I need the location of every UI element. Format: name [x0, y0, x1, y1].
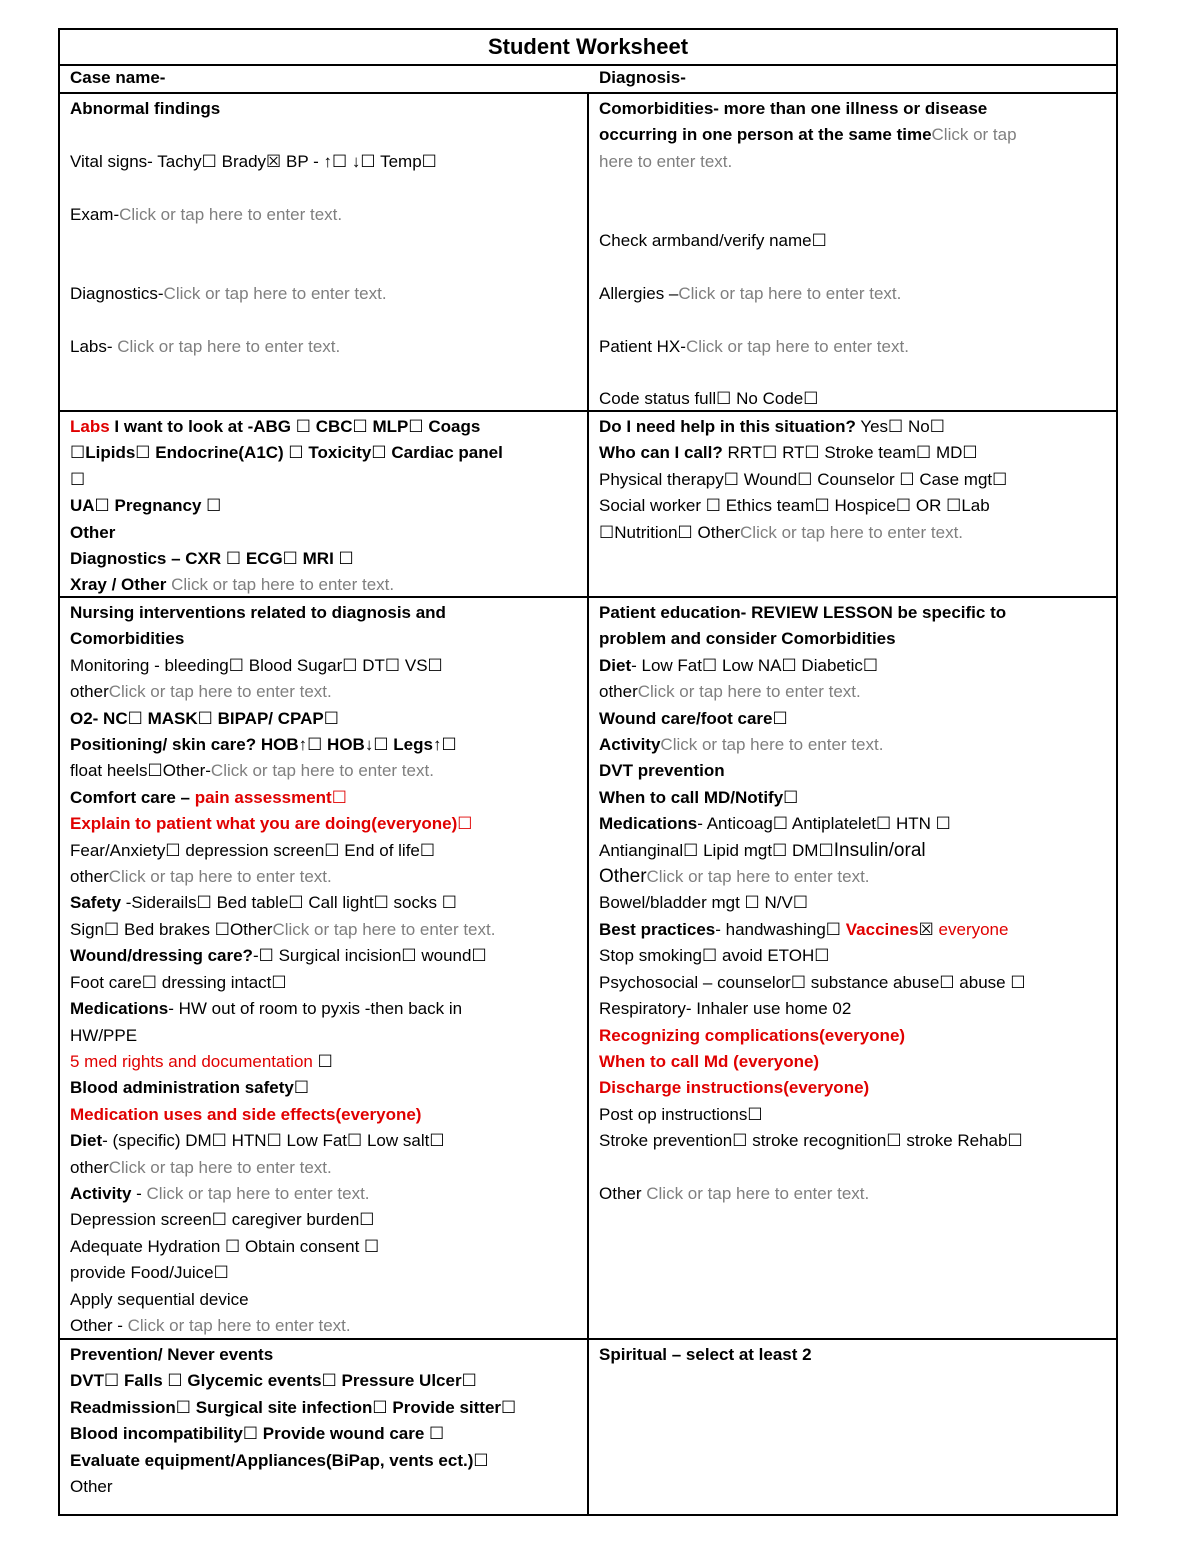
hw-ppe-line: HW/PPE	[70, 1025, 138, 1045]
medications-line: Medications- HW out of room to pyxis -then back in	[70, 999, 463, 1019]
spiritual-heading: Spiritual – select at least 2	[599, 1345, 812, 1364]
education-medications-line[interactable]: Medications- Anticoag☐ Antiplatelet☐ HTN ☐	[599, 814, 951, 834]
education-activity-field[interactable]: ActivityClick or tap here to enter text.	[599, 735, 884, 755]
education-heading-1: Patient education- REVIEW LESSON be specific to	[599, 603, 1007, 622]
psychosocial-line[interactable]: Psychosocial – counselor☐ substance abuse☐ abuse ☐	[599, 972, 1026, 992]
education-diet-line[interactable]: Diet- Low Fat☐ Low NA☐ Diabetic☐	[599, 655, 879, 675]
diet-line[interactable]: Diet- (specific) DM☐ HTN☐ Low Fat☐ Low salt☐	[70, 1131, 445, 1151]
hydration-line[interactable]: Adequate Hydration ☐ Obtain consent ☐	[70, 1236, 380, 1256]
case-name-label: Case name-	[70, 68, 166, 87]
antianginal-line[interactable]: Antianginal☐ Lipid mgt☐ DM☐Insulin/oral	[599, 839, 926, 861]
sequential-device-line: Apply sequential device	[70, 1289, 249, 1309]
when-call-md-line[interactable]: When to call MD/Notify☐	[599, 787, 799, 807]
food-juice-line[interactable]: provide Food/Juice☐	[70, 1263, 229, 1283]
allergies-field[interactable]: Allergies –Click or tap here to enter text.	[599, 283, 902, 303]
help-line-5[interactable]: ☐Nutrition☐ OtherClick or tap here to enter text.	[599, 522, 964, 542]
worksheet	[58, 28, 1118, 1516]
row-interventions	[60, 598, 1116, 1340]
abnormal-findings-heading: Abnormal findings	[70, 99, 221, 118]
wound-dressing-line[interactable]: Wound/dressing care?-☐ Surgical incision☐ wound☐	[70, 946, 487, 966]
header-row	[60, 66, 1116, 94]
discharge-instructions-line: Discharge instructions(everyone)	[599, 1078, 870, 1098]
check-armband-checkbox[interactable]: Check armband/verify name☐	[599, 231, 827, 250]
row-prevention	[60, 1340, 1116, 1514]
prevention-line-1[interactable]: DVT☐ Falls ☐ Glycemic events☐ Pressure Ulcer☐	[70, 1371, 477, 1391]
help-cell	[589, 412, 1116, 596]
explain-to-patient-line[interactable]: Explain to patient what you are doing(everyone)☐	[70, 814, 473, 834]
code-status-line[interactable]: Code status full☐ No Code☐	[599, 389, 819, 409]
interventions-other-field[interactable]: Other - Click or tap here to enter text.	[70, 1315, 351, 1335]
row-labs	[60, 412, 1116, 598]
prevention-line-3[interactable]: Blood incompatibility☐ Provide wound care ☐	[70, 1424, 445, 1444]
comfort-care-line[interactable]: Comfort care – pain assessment☐	[70, 787, 347, 807]
labs-other-label: Other	[70, 522, 116, 542]
o2-line[interactable]: O2- NC☐ MASK☐ BIPAP/ CPAP☐	[70, 708, 339, 728]
fear-anxiety-line[interactable]: Fear/Anxiety☐ depression screen☐ End of life☐	[70, 840, 436, 860]
labs-line-3[interactable]: ☐	[70, 469, 86, 489]
xray-other-field[interactable]: Xray / Other Click or tap here to enter text.	[70, 575, 395, 595]
patient-education-cell	[589, 598, 1116, 1338]
who-call-line[interactable]: Who can I call? RRT☐ RT☐ Stroke team☐ MD☐	[599, 443, 978, 463]
page-title: Student Worksheet	[60, 30, 1116, 66]
foot-care-line[interactable]: Foot care☐ dressing intact☐	[70, 972, 287, 992]
fear-other-field[interactable]: otherClick or tap here to enter text.	[70, 867, 332, 887]
education-heading-2: problem and consider Comorbidities	[599, 629, 896, 649]
blood-admin-line[interactable]: Blood administration safety☐	[70, 1078, 310, 1098]
diagnostics-line[interactable]: Diagnostics – CXR ☐ ECG☐ MRI ☐	[70, 549, 354, 569]
depression-screen-line[interactable]: Depression screen☐ caregiver burden☐	[70, 1210, 375, 1230]
bowel-bladder-line[interactable]: Bowel/bladder mgt ☐ N/V☐	[599, 893, 809, 913]
nursing-interventions-cell	[60, 598, 589, 1338]
activity-field[interactable]: Activity - Click or tap here to enter text.	[70, 1183, 370, 1203]
sign-line[interactable]: Sign☐ Bed brakes ☐OtherClick or tap here to enter text.	[70, 919, 496, 939]
comorbidities-cell	[589, 94, 1116, 410]
prevention-line-2[interactable]: Readmission☐ Surgical site infection☐ Provide sitter☐	[70, 1397, 517, 1417]
wound-care-line[interactable]: Wound care/foot care☐	[599, 708, 788, 728]
diet-other-field[interactable]: otherClick or tap here to enter text.	[70, 1157, 332, 1177]
exam-field[interactable]: Exam-Click or tap here to enter text.	[70, 204, 343, 224]
dvt-prevention-line: DVT prevention	[599, 761, 725, 781]
help-line-4[interactable]: Social worker ☐ Ethics team☐ Hospice☐ OR ☐Lab	[599, 496, 990, 516]
diagnosis-label: Diagnosis-	[599, 68, 686, 87]
monitoring-line[interactable]: Monitoring - bleeding☐ Blood Sugar☐ DT☐ VS☐	[70, 655, 443, 675]
comorbidities-field[interactable]: occurring in one person at the same timeClick or tap	[599, 125, 1017, 145]
diagnostics-field[interactable]: Diagnostics-Click or tap here to enter text.	[70, 283, 387, 303]
medication-uses-line: Medication uses and side effects(everyone)	[70, 1104, 422, 1124]
prevention-line-4[interactable]: Evaluate equipment/Appliances(BiPap, vents ect.)☐	[70, 1450, 489, 1470]
best-practices-line[interactable]: Best practices- handwashing☐ Vaccines☒ everyone	[599, 919, 1009, 939]
comorbidities-placeholder[interactable]: here to enter text.	[599, 151, 733, 171]
respiratory-line: Respiratory- Inhaler use home 02	[599, 999, 852, 1019]
post-op-line[interactable]: Post op instructions☐	[599, 1104, 763, 1124]
need-help-line[interactable]: Do I need help in this situation? Yes☐ No☐	[599, 417, 945, 436]
labs-line-2[interactable]: ☐Lipids☐ Endocrine(A1C) ☐ Toxicity☐ Cardiac panel	[70, 443, 503, 463]
patient-hx-field[interactable]: Patient HX-Click or tap here to enter text.	[599, 336, 909, 356]
abnormal-findings-cell	[60, 94, 589, 410]
interventions-heading-1: Nursing interventions related to diagnosis and	[70, 603, 446, 622]
comorbidities-heading: Comorbidities- more than one illness or disease	[599, 99, 988, 118]
prevention-heading: Prevention/ Never events	[70, 1345, 274, 1364]
float-heels-field[interactable]: float heels☐Other-Click or tap here to enter text.	[70, 761, 434, 781]
prevention-cell	[60, 1340, 589, 1514]
help-line-3[interactable]: Physical therapy☐ Wound☐ Counselor ☐ Case mgt☐	[599, 469, 1008, 489]
when-call-md-everyone-line: When to call Md (everyone)	[599, 1051, 820, 1071]
prevention-other-label: Other	[70, 1477, 113, 1497]
monitoring-other-field[interactable]: otherClick or tap here to enter text.	[70, 682, 332, 702]
vital-signs-line[interactable]: Vital signs- Tachy☐ Brady☒ BP - ↑☐ ↓☐ Temp☐	[70, 151, 437, 171]
labs-cell	[60, 412, 589, 596]
med-rights-line[interactable]: 5 med rights and documentation ☐	[70, 1051, 333, 1071]
education-diet-other-field[interactable]: otherClick or tap here to enter text.	[599, 682, 861, 702]
labs-field[interactable]: Labs- Click or tap here to enter text.	[70, 336, 341, 356]
stroke-line[interactable]: Stroke prevention☐ stroke recognition☐ stroke Rehab☐	[599, 1131, 1023, 1151]
row-abnormal-findings	[60, 94, 1116, 412]
spiritual-cell	[589, 1340, 1116, 1514]
labs-line-4[interactable]: UA☐ Pregnancy ☐	[70, 496, 222, 516]
recognizing-complications-line: Recognizing complications(everyone)	[599, 1025, 906, 1045]
education-final-other-field[interactable]: Other Click or tap here to enter text.	[599, 1183, 870, 1203]
labs-line-1[interactable]: Labs I want to look at -ABG ☐ CBC☐ MLP☐ Coags	[70, 417, 481, 436]
education-other-field[interactable]: OtherClick or tap here to enter text.	[599, 866, 870, 888]
positioning-line[interactable]: Positioning/ skin care? HOB↑☐ HOB↓☐ Legs↑☐	[70, 735, 457, 755]
stop-smoking-line[interactable]: Stop smoking☐ avoid ETOH☐	[599, 946, 830, 966]
interventions-heading-2: Comorbidities	[70, 629, 185, 649]
safety-line[interactable]: Safety -Siderails☐ Bed table☐ Call light☐ socks ☐	[70, 893, 457, 913]
